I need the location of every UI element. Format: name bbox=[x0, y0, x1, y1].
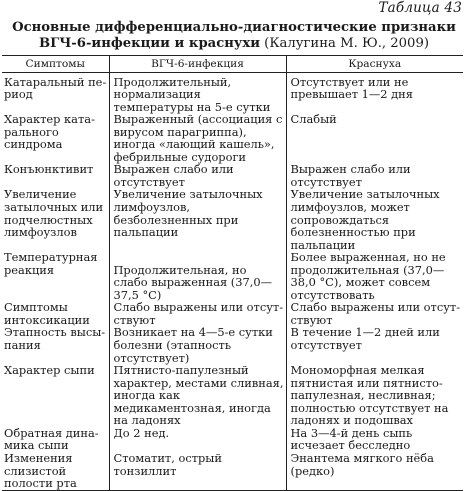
rubella-cell: Увеличение затылочных лимфоузлов, может сопровождаться болезненностью при пальпации bbox=[286, 188, 463, 251]
table-row bbox=[2, 427, 463, 452]
rubella-cell: На 3—4-й день сыпь исчезает бесследно bbox=[286, 427, 463, 452]
rubella-cell: Отсутствует или не превышает 1—2 дня bbox=[286, 72, 463, 113]
hhv6-cell: Выраженный (ассоциация с вирусом парагриппа), иногда «лающий кашель», фебрильные судороги bbox=[109, 113, 286, 163]
symptom-cell: Характер катарального синдрома bbox=[4, 112, 95, 152]
symptom-cell: Катаральный период bbox=[4, 74, 107, 102]
symptom-cell: Этапность высыпания bbox=[4, 325, 106, 353]
table-row bbox=[2, 188, 463, 251]
table-row bbox=[2, 113, 463, 163]
symptom-cell: Симптомы интоксикации bbox=[4, 300, 90, 327]
rubella-cell: Мономорфная мелкая пятнистая или пятнисто-папулезная, несливная; полностью отсутствует на ладонях и подошвах bbox=[286, 364, 463, 427]
header-symptoms: Симптомы bbox=[2, 56, 109, 73]
hhv6-cell: Продолжительный, нормализация температуры на 5-е сутки bbox=[109, 72, 286, 113]
symptom-cell: Изменения слизистой полости рта bbox=[2, 452, 109, 490]
header-row bbox=[2, 56, 463, 73]
hhv6-cell: Продолжительная, но слабо выраженная (37,0—37,5 °С) bbox=[109, 251, 286, 301]
table-row bbox=[2, 301, 463, 326]
table-row bbox=[2, 326, 463, 364]
diagnostic-table bbox=[2, 55, 463, 491]
rubella-cell: В течение 1—2 дней или отсутствует bbox=[286, 326, 463, 364]
rubella-cell: Энантема мягкого нёба (редко) bbox=[286, 452, 463, 490]
header-hhv6: ВГЧ-6-инфекция bbox=[109, 56, 286, 73]
table-title: Основные дифференциально-диагностические признаки bbox=[12, 20, 456, 35]
symptom-cell: Характер сыпи bbox=[4, 363, 95, 378]
table-row bbox=[2, 163, 463, 188]
header-rubella: Краснуха bbox=[286, 56, 463, 73]
table-row bbox=[2, 452, 463, 490]
table-subtitle bbox=[0, 36, 468, 51]
symptom-cell: Температурная реакция bbox=[4, 250, 98, 277]
hhv6-cell: Стоматит, острый тонзиллит bbox=[109, 452, 286, 490]
rubella-cell: Более выраженная, но не продолжительная (37,0—38,0 °С), может совсем отсутствовать bbox=[286, 251, 463, 301]
table-subtitle-source: (Калугина М. Ю., 2009) bbox=[259, 36, 429, 51]
hhv6-cell: До 2 нед. bbox=[109, 427, 286, 452]
symptom-cell: Конъюнктивит bbox=[4, 162, 94, 177]
hhv6-cell: Слабо выражены или отсутствуют bbox=[109, 301, 286, 326]
hhv6-cell: Выражен слабо или отсутствует bbox=[109, 163, 286, 188]
rubella-cell: Выражен слабо или отсутствует bbox=[286, 163, 463, 188]
symptom-cell: Увеличение затылочных или подчелюстных лимфоузлов bbox=[4, 187, 104, 240]
symptom-cell: Обратная динамика сыпи bbox=[4, 425, 99, 453]
table-number: Таблица 43 bbox=[378, 0, 462, 16]
rubella-cell: Слабо выражены или отсутствуют bbox=[286, 301, 463, 326]
table-row bbox=[2, 251, 463, 301]
hhv6-cell: Пятнисто-папулезный характер, местами сливная, иногда как медикаментозная, иногда на ладонях bbox=[109, 364, 286, 427]
table-subtitle-bold: ВГЧ-6-инфекции и краснухи bbox=[39, 36, 260, 51]
table-row bbox=[2, 72, 463, 113]
hhv6-cell: Возникает на 4—5-е сутки болезни (этапность отсутствует) bbox=[109, 326, 286, 364]
table-row bbox=[2, 364, 463, 427]
hhv6-cell: Увеличение затылочных лимфоузлов, безболезненных при пальпации bbox=[109, 188, 286, 251]
rubella-cell: Слабый bbox=[286, 113, 463, 163]
